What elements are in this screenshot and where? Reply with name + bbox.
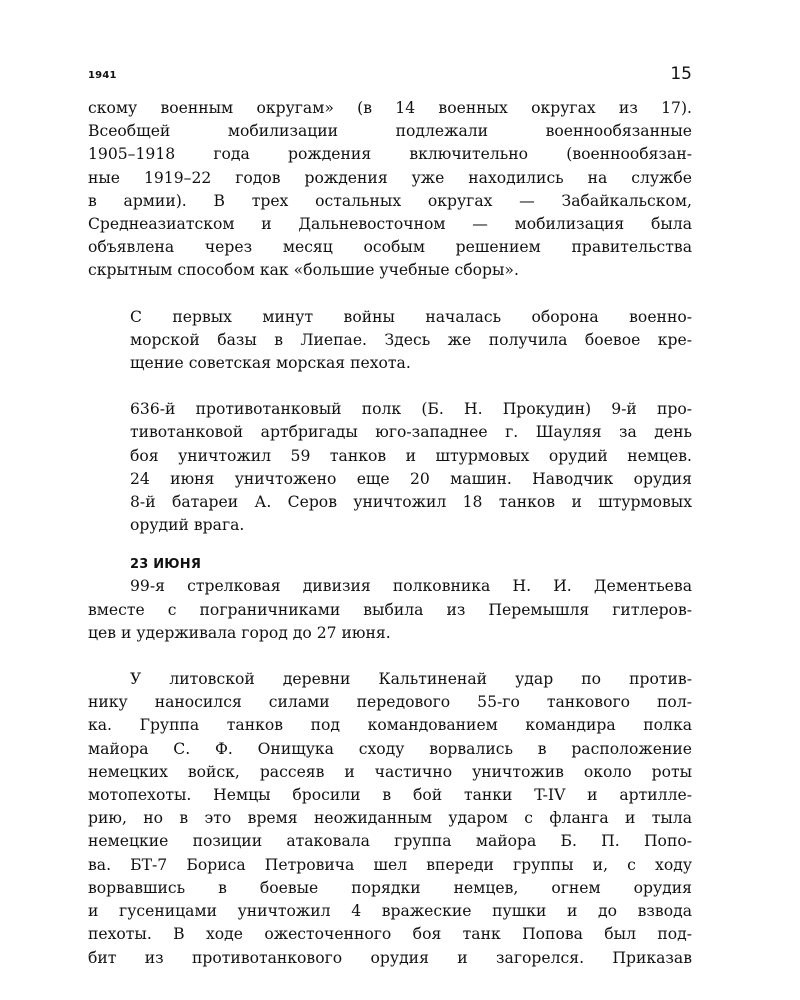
text-line: немецких войск, рассеяв и частично уничтожив около роты <box>88 762 692 781</box>
text-line: 99-я стрелковая дивизия полковника Н. И. Дементьева <box>130 577 692 596</box>
text-line: 8-й батареи А. Серов уничтожил 18 танков и штурмовых <box>130 493 692 512</box>
running-head: 1941 <box>88 70 117 81</box>
paragraph-3 <box>88 398 692 537</box>
body-text <box>88 97 692 970</box>
text-line: 636-й противотанковый полк (Б. Н. Прокудин) 9-й про- <box>130 400 692 419</box>
text-line: скрытным способом как «большие учебные сборы». <box>88 261 519 280</box>
text-line: бит из противотанкового орудия и загорелся. Приказав <box>88 948 692 967</box>
paragraph-4 <box>88 575 692 645</box>
page-number: 15 <box>670 64 692 84</box>
text-line: майора С. Ф. Онищука сходу ворвались в расположение <box>88 739 692 758</box>
text-line: Всеобщей мобилизации подлежали военнообязанные <box>88 122 692 141</box>
text-line: мотопехоты. Немцы бросили в бой танки T-IV и артилле- <box>88 786 692 805</box>
text-line: морской базы в Лиепае. Здесь же получила боевое кре- <box>130 330 692 349</box>
text-line: в армии). В трех остальных округах — Забайкальском, <box>88 191 692 210</box>
text-line: вместе с пограничниками выбила из Перемышля гитлеров- <box>88 600 692 619</box>
text-line: объявлена через месяц особым решением правительства <box>88 238 692 257</box>
paragraph-5 <box>88 668 692 970</box>
text-line: Среднеазиатском и Дальневосточном — мобилизация была <box>88 215 692 234</box>
text-line: ные 1919–22 годов рождения уже находились на службе <box>88 168 692 187</box>
text-line: 24 июня уничтожено еще 20 машин. Наводчик орудия <box>130 469 692 488</box>
text-line: тивотанковой артбригады юго-западнее г. Шауляя за день <box>130 423 692 442</box>
text-line: рию, но в это время неожиданным ударом с фланга и тыла <box>88 809 692 828</box>
text-line: щение советская морская пехота. <box>130 354 411 373</box>
text-line: боя уничтожил 59 танков и штурмовых орудий немцев. <box>130 446 692 465</box>
text-line: немецкие позиции атаковала группа майора Б. П. Попо- <box>88 832 692 851</box>
text-line: ва. БТ-7 Бориса Петровича шел впереди группы и, с ходу <box>88 855 692 874</box>
text-line: ка. Группа танков под командованием командира полка <box>88 716 692 735</box>
text-line: орудий врага. <box>130 516 245 535</box>
text-line: ворвавшись в боевые порядки немцев, огнем орудия <box>88 878 692 897</box>
book-page <box>88 0 692 1000</box>
paragraph-2 <box>88 306 692 376</box>
text-line: нику наносился силами передового 55-го танкового пол- <box>88 693 692 712</box>
text-line: пехоты. В ходе ожесточенного боя танк Попова был под- <box>88 925 692 944</box>
text-line: 1905–1918 года рождения включительно (военнообязан- <box>88 145 692 164</box>
section-heading-date: 23 ИЮНЯ <box>130 557 202 573</box>
text-line: цев и удерживала город до 27 июня. <box>88 623 391 642</box>
text-line: У литовской деревни Кальтиненай удар по против- <box>130 670 692 689</box>
text-line: и гусеницами уничтожил 4 вражеские пушки и до взвода <box>88 902 692 921</box>
paragraph-1 <box>88 97 692 283</box>
text-line: скому военным округам» (в 14 военных округах из 17). <box>88 99 692 117</box>
page-header <box>88 64 692 88</box>
text-line: С первых минут войны началась оборона военно- <box>130 307 692 326</box>
